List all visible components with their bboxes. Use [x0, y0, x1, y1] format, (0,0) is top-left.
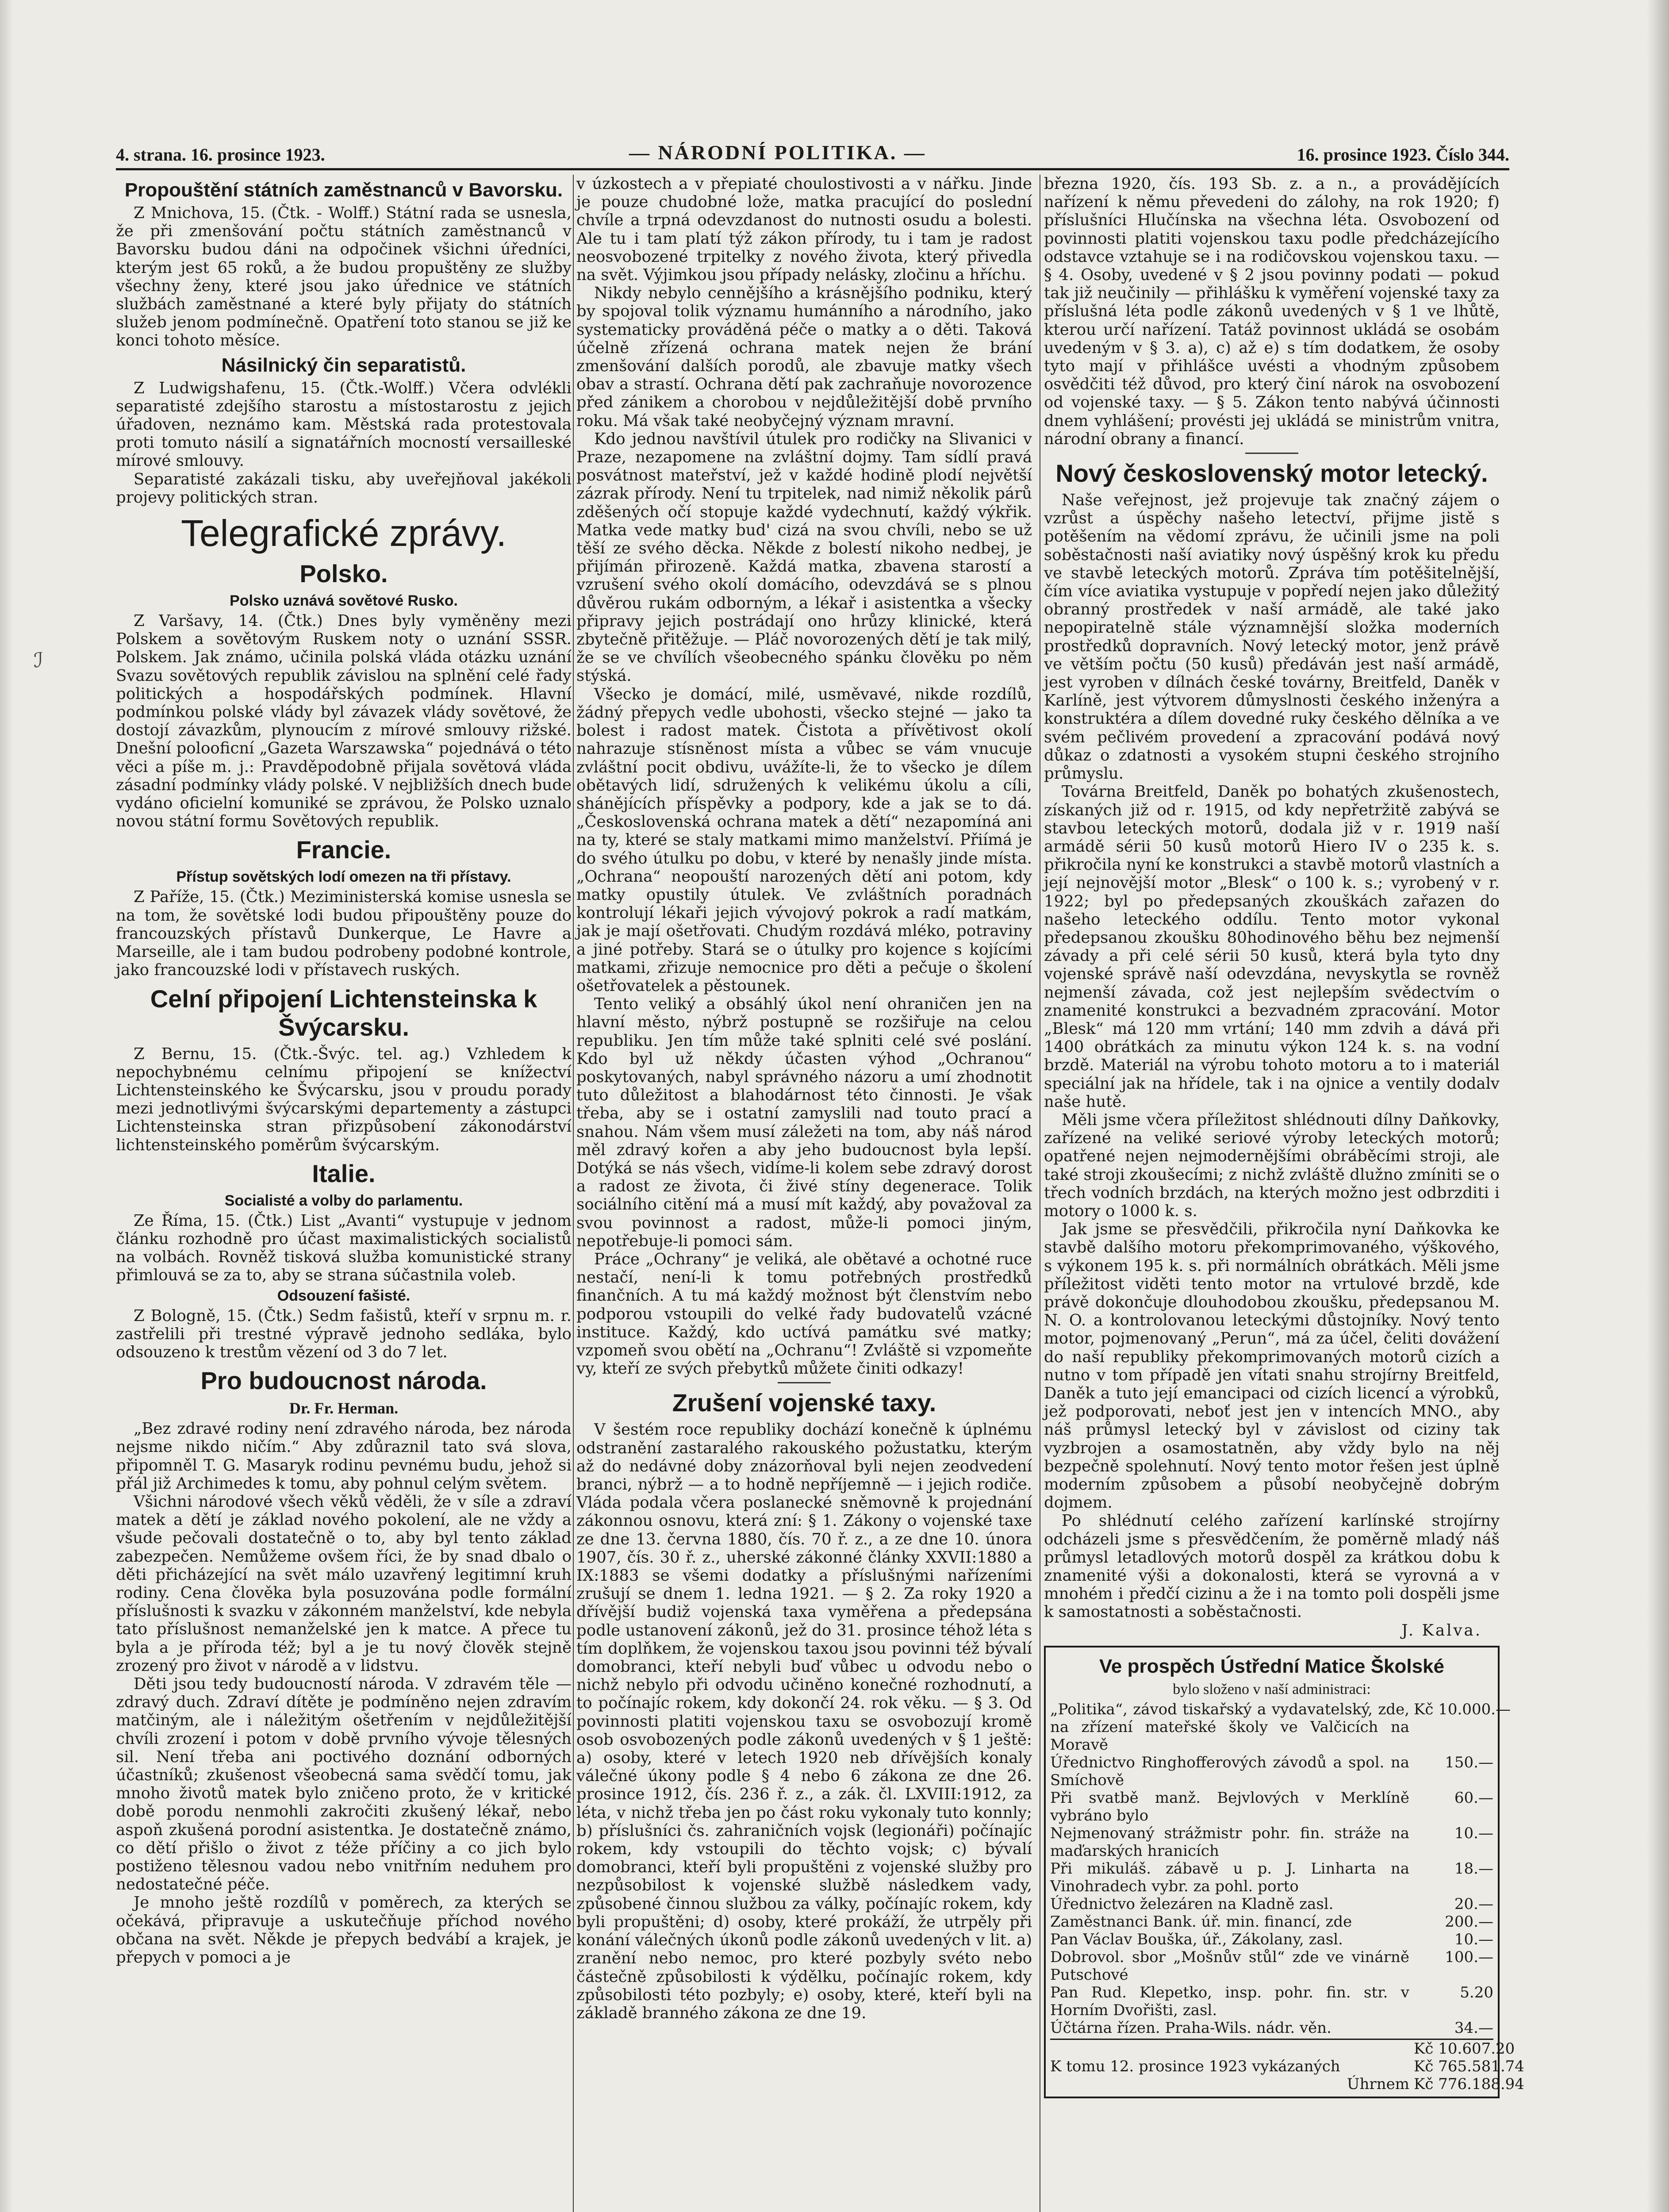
- column-3: [1044, 175, 1524, 2212]
- donation-row: [1050, 1913, 1493, 1931]
- donation-row: [1050, 2019, 1493, 2037]
- donation-amount: 60.—: [1454, 1789, 1493, 1807]
- page-number-date: 4. strana. 16. prosince 1923.: [116, 145, 325, 165]
- article-text: Všichni národové všech věků věděli, že v síle a zdraví matek a dětí je základ nového pokolení, ale ne vždy a všude pečovali dostatečně o to, aby byl tento základ zabezpečen. Nemůžeme ovšem říci, že by snad dbalo o děti přicházející na svět málo uzavřený legitimní kruh rodiny. Cena člověka byla posuzována podle formální příslušnosti k svazku v zákonném manželství, kde nebyla tato příslušnost nemanželské jen k matce. A přece tu byla a je příroda též; byl a je tu nový člověk stejně zrozený pro život v národě a v lidstvu.: [116, 1492, 572, 1675]
- article-title: Násilnický čin separatistů.: [221, 354, 466, 376]
- article-text: Z Bologně, 15. (Čtk.) Sedm fašistů, kteří v srpnu m. r. zastřelili při trestné výpravě jednoho sedláka, bylo odsouzeno k trestům vězení od 3 do 7 let.: [116, 1306, 572, 1361]
- article-text: Z Mnichova, 15. (Čtk. - Wolff.) Státní rada se usnesla, že při zmenšování počtu státních zaměstnanců v Bavorsku budou dáni na odpočinek všichni úředníci, kterým jest 65 roků, a že budou propuštěny ze služby všechny ženy, které jsou jako úřednice ve státních službách zaměstnané a které byly přijaty do státních služeb jenom podmínečně. Opatření toto stanou se již ke konci tohoto měsíce.: [116, 204, 572, 350]
- donation-amount: 10.—: [1454, 1930, 1493, 1948]
- separator: [778, 1382, 831, 1383]
- country-heading: Italie.: [312, 1159, 376, 1187]
- donations-subtotal: Kč 10.607.20: [1414, 2039, 1515, 2058]
- article-text: Po shlédnutí celého zařízení karlínské strojírny odcházeli jsme s přesvědčením, že poměrně mladý náš průmysl letadlových motorů dospěl za krátkou dobu k znamenité výši a dokonalosti, která se vyrovná a v mnohém i předčí cizinu a že i na tomto poli dospěli jsme k samostatnosti a soběstačnosti.: [1044, 1512, 1500, 1621]
- donor-name: Při mikuláš. zábavě u p. J. Linharta na Vinohradech vybr. za pohl. porto: [1050, 1859, 1409, 1895]
- donor-name: Úřednictvo železáren na Kladně zasl.: [1050, 1895, 1334, 1913]
- donation-amount: 34.—: [1454, 2019, 1493, 2037]
- previous-label: K tomu 12. prosince 1923 vykázaných: [1050, 2057, 1340, 2075]
- article-title: Propouštění státních zaměstnanců v Bavorsku.: [124, 179, 563, 201]
- article-text: Z Paříže, 15. (Čtk.) Meziministerská komise usnesla se na tom, že sovětské lodi budou připouštěny pouze do francouzských přístavů Dunkerque, Le Havre a Marseille, ale i tam budou podrobeny podobné kontrole, jako francouzské lodi v přístavech ruských.: [116, 888, 572, 979]
- total-amount: Kč 776.188.94: [1414, 2075, 1524, 2093]
- country-heading: Francie.: [296, 836, 391, 864]
- article-text: Je mnoho ještě rozdílů v poměrech, za kterých se očekává, připravuje a uskutečňuje příchod nového občana na svět. Někde je přepych bedvábí a krajek, je přepych v pomoci a je: [116, 1893, 572, 1967]
- article-text: Z Varšavy, 14. (Čtk.) Dnes byly vyměněny mezi Polskem a sovětovým Ruskem noty o uznání SSSR. Polskem. Jak známo, učinila polská vláda otázku uznání Svazu sovětových republik závislou na splnění celé řady politických a hospodářských podmínek. Hlavní podmínkou polské vlády byl závazek vlády sovětové, že dostojí závazkům, plynoucím z mírové smlouvy rižské. Dnešní polooficní „Gazeta Warszawska“ pojednává o této věci a píše m. j.: Pravděpodobně přijala sovětová vláda zásadní podmínky vlády polské. V nejbližších dnech bude vydáno oficielní komuniké se zprávou, že Polsko uznalo novou státní formu Sovětových republik.: [116, 612, 572, 831]
- issue-number: 16. prosince 1923. Číslo 344.: [1297, 145, 1509, 165]
- scan-pencil-mark: ℐ: [34, 648, 43, 672]
- donation-amount: 10.—: [1454, 1824, 1493, 1842]
- article-subtitle: Přístup sovětských lodí omezen na tři přístavy.: [176, 868, 511, 886]
- article-text: Nikdy nebylo cennějšího a krásnějšího podniku, který by spojoval tolik významu humánního a národního, jako systematicky prováděná péče o matky a o děti. Taková účelně zřízená ochrana matek nejen že brání zmenšování dalších porodů, ale zbavuje matky všech obav a strastí. Ochrana dětí pak zachraňuje novorozence před zánikem a chorobou v nejdůležitější době prvního roku. Má však také neobyčejný význam mravní.: [576, 284, 1032, 430]
- donations-subtotal-row: [1050, 2039, 1515, 2058]
- donation-amount: 150.—: [1445, 1753, 1493, 1771]
- donation-amount: 200.—: [1445, 1912, 1493, 1931]
- donor-name: Úřednictvo Ringhofferových závodů a spol. na Smíchově: [1050, 1753, 1409, 1789]
- article-text: Jak jsme se přesvědčili, přikročila nyní Daňkovka ke stavbě dalšího motoru překomprimovaného, výškového, s výkonem 195 k. s. při normálních obrátkách. Měli jsme příležitost viděti tento motor na vrtulové brzdě, kde právě dokončuje dlouhodobou zkoušku, předepsanou M. N. O. a kontrolovanou leteckými důstojníky. Nový tento motor, pojmenovaný „Perun“, má za účel, čeliti dovážení do naší republiky překomprimovaných motorů cizích a nutno v tom případě jen vítati snahu strojírny Breitfeld, Daněk a tuto její emancipaci od cizích licencí a výrobků, jež podporovati, neboť jest jen v intencích MNO., aby náš průmysl letecký byl v závislost od ciziny tak vyzbrojen a osamostatněn, aby vždy bylo na něj bezpečně spolehnutí. Nový tento motor řešen jest úplně moderním způsobem a působí neobyčejně dobrým dojmem.: [1044, 1220, 1500, 1512]
- article-text: v úzkostech a v přepiaté choulostivosti a v nářku. Jinde je pouze chudobné lože, matka pracující do poslední chvíle a trpná odevzdanost do nutnosti osudu a bolesti. Ale tu i tam platí týž zákon přírody, tu i tam je radost neosvobozené trpitelky z nového života, který přivedla na svět. Výjimkou jsou případy nelásky, zločinu a hříchu.: [576, 175, 1032, 284]
- donor-name: Při svatbě manž. Bejvlových v Merklíně vybráno bylo: [1050, 1789, 1409, 1824]
- donations-subtitle: bylo složeno v naší administraci:: [1173, 1681, 1371, 1697]
- donation-row: [1050, 1948, 1493, 1984]
- donation-row: [1050, 1895, 1493, 1913]
- donor-name: Dobrovol. sbor „Mošnův stůl“ zde ve vinárně Putschové: [1050, 1948, 1409, 1984]
- donation-row: [1050, 1984, 1493, 2019]
- section-title: Telegrafické zprávy.: [180, 512, 507, 554]
- article-text: Ze Říma, 15. (Čtk.) List „Avanti“ vystupuje v jednom článku rozhodně pro účast maximalistických socialistů na volbách. Rovněž tisková služba komunistické strany přimlouvá se za to, aby se strana súčastnila voleb.: [116, 1211, 572, 1285]
- donor-name: Pan Václav Bouška, úř., Zákolany, zasl.: [1050, 1930, 1343, 1948]
- article-text: Všecko je domácí, milé, usměvavé, nikde rozdílů, žádný přepych vedle ubohosti, všecko stejné — jako ta bolest i radost matek. Čistota a přívětivost okolí nahrazuje stísněnost místa a vůbec se vám vnucuje zvláštní pocit obdivu, uvážíte-li, že to všecko je dílem obětavých lidí, sdružených k velikému úkolu a cíli, shánějících příspěvky a podpory, kde a jak se to dá. „Československá ochrana matek a dětí“ nezapomíná ani na ty, které se staly matkami mimo manželství. Přiímá je do svého útulku po dobu, v které by nenašly jinde místa. „Ochrana“ neopouští narozených dětí ani potom, kdy matky opustily útulek. Ve zvláštních poradnách kontrolují lékaři jejich vývojový pokrok a radí matkám, jak je mají ošetřovati. Chudým rozdává mléko, potraviny a jiné potřeby. Stará se o útulky pro kojence s kojícími matkami, zřizuje nemocnice pro děti a pečuje o školení ošetřovatelek a pěstounek.: [576, 685, 1032, 995]
- article-text: V šestém roce republiky dochází konečně k úplnému odstranění zastaralého rakouského požustatku, kterým až do nedávné doby znázorňoval byli nejen zeodvedení branci, nýbrž — a to hodně nepříjemně — i jejich rodiče. Vláda podala včera poslanecké sněmovně k projednání zákonnou osnovu, která zní: § 1. Zákony o vojenské taxe ze dne 13. června 1880, čís. 70 ř. z., a ze dne 10. února 1907, čís. 30 ř. z., uherské zákonné články XXVII:1880 a IX:1883 se všemi dodatky a příslušnými nařízeními zrušují se dnem 1. ledna 1921. — § 2. Za roky 1920 a dřívější budiž vojenská taxa vyměřena a předepsána podle ustanovení zákonů, jež do 31. prosince téhož léta s tím doplňkem, že vojenskou taxou jsou povinni též bývalí domobranci, kteří nebyli buď vůbec u odvodu nebo o nichž nebylo při odvodu učiněno konečné rozhodnutí, a to počínajíc rokem, kdy dokončí 24. rok věku. — § 3. Od povinnosti platiti vojenskou taxu se osvobozují kromě osob osvobozených podle zákonů uvedených v § 1 ještě: a) osoby, které v letech 1920 neb dřívějších konaly válečné úkony podle § 4 nebo 6 zákona ze dne 26. prosince 1912, čís. 236 ř. z., a zák. čl. LXVIII:1912, za léta, v nichž třeba jen po část roku vykonaly tuto konnly; b) příslušníci čs. zahraničních vojsk (legionáři) počínajíc rokem, kdy vstoupili do těchto vojsk; c) bývalí domobranci, kteří byli propuštěni z vojenské služby pro nezpůsobilost k vojenské službě následkem vady, způsobené činnou službou za války, počínajíc rokem, kdy byli propuštěni; d) osoby, které prokáží, že utrpěly při konání válečných úkonů podle zákonů uvedených v lit. a) zranění nebo nemoc, pro které pozbyly svéto nebo částečně způsobilosti k výdělku, počínajíc rokem, kdy způsobilosti této pozbyly; e) osoby, které, kteří byli na základě branného zákona ze dne 19.: [576, 1421, 1032, 2022]
- donation-row: [1050, 1754, 1493, 1789]
- article-title: Zrušení vojenské taxy.: [672, 1389, 936, 1417]
- donation-amount: 20.—: [1454, 1895, 1493, 1913]
- article-title: Nový československý motor letecký.: [1055, 459, 1488, 488]
- separator: [1245, 453, 1298, 454]
- donations-list: [1050, 1700, 1511, 2037]
- article-author: Dr. Fr. Herman.: [289, 1399, 399, 1417]
- total-label: Úhrnem: [1347, 2075, 1409, 2093]
- donation-row: [1050, 1700, 1511, 1754]
- donations-title: Ve prospěch Ústřední Matice Školské: [1099, 1655, 1445, 1677]
- donations-total-row: [1050, 2075, 1524, 2093]
- country-heading: Polsko.: [299, 560, 388, 588]
- header-rule: [116, 168, 1509, 170]
- donation-row: [1050, 1931, 1493, 1948]
- donor-name: Zaměstnanci Bank. úř. min. financí, zde: [1050, 1912, 1352, 1931]
- donor-name: „Politika“, závod tiskařský a vydavatelský, zde, na zřízení mateřské školy ve Valčicích na Moravě: [1050, 1700, 1409, 1754]
- article-text: Měli jsme včera příležitost shlédnouti dílny Daňkovky, zařízené na veliké seriové výroby leteckých motorů; opatřené nejen nejmodernějšími obráběcími stroji, ale také stroji zkoušecími; z nichž zvláště dlužno zmíniti se o třech vodních brzdách, na kterých možno jest odbrzditi i motory o 1000 k. s.: [1044, 1110, 1500, 1220]
- donor-name: Pan Rud. Klepetko, insp. pohr. fin. str. v Horním Dvořišti, zasl.: [1050, 1983, 1409, 2019]
- article-signature: J. Kalva.: [1401, 1621, 1482, 1640]
- column-divider: [573, 175, 574, 2212]
- country-heading: Celní připojení Lichtensteinska k Švýcarsku.: [150, 984, 537, 1041]
- column-2: [576, 175, 1032, 2212]
- article-text: Kdo jednou navštívil útulek pro rodičky na Slivanici v Praze, nezapomene na zvláštní dojmy. Tam sídlí pravá posvátnost mateřství, jež v každé hodině plodí největší zázrak přírody. Není tu trpitelek, nad nimiž několik párů zděšených očí stopuje každé vydechnutí, každý výkřik. Matka vede matky bud' cizá na svou chvíli, nebo se už těší ze svého děcka. Někde z bolestí nikoho nedbej, je přijímán přirozeně. Každá matka, zbavena starostí a vzrušení svého okolí domácího, odevzdává se s plnou důvěrou rukám odborným, a lékař i asistentka a všecky připravy jejich postrádají ono hrůzy klinické, která zbytečně přitěžuje. — Pláč novorozených dětí je tak milý, že se ve chvílích všeobecného spánku člověku po něm stýská.: [576, 430, 1032, 685]
- article-text: Děti jsou tedy budoucností národa. V zdravém těle — zdravý duch. Zdraví dítěte je podmíněno nejen zdravím matčiným, ale i náležitým ošetřením v nejdůležitější chvíli zrození i potom v době prvního vývoje tělesných sil. Není třeba ani poctivého doznání odborných účastníků; zkušenost všeobecná sama svědčí tomu, jak mnoho životů matek bylo zničeno proto, že v kritické době porodu nenmohli zakročiti zkušený lékař, nebo aspoň zkušená porodní asistentka. Je dostatečně známo, co dětí přišlo o život z téže příčiny a co jich bylo postiženo tělesnou vadou nebo vnitřním neduhem pro nedostatečné péče.: [116, 1674, 572, 1894]
- article-subtitle: Odsouzení fašisté.: [277, 1287, 411, 1304]
- article-text: Továrna Breitfeld, Daněk po bohatých zkušenostech, získaných již od r. 1915, od kdy nepřetržitě zabývá se stavbou leteckých motorů, dodala již v r. 1919 naší armádě sérii 50 kusů motorů Hiero IV o 235 k. s. přikročila nyní ke konstrukci a stavbě motorů vlastních a její nejnovější motor „Blesk“ o 100 k. s.; vyrobený v r. 1922; byl po předepsaných zkouškách zařazen do našeho leteckého oddílu. Tento motor vykonal předepsanou zkoušku 80hodinového běhu bez nejmenší závady a při celé sérii 50 kusů, která byla tyto dny vojenské správě naší odevzdána, nevyskytla se rovněž nejmenší závada, což jest nejlepším svědectvím o znamenité konstrukci a bezvadném zpracování. Motor „Blesk“ má 120 mm vrtání; 140 mm zdvih a dává při 1400 obrátkách za minutu výkon 124 k. s. na vodní brzdě. Materiál na výrobu tohoto motoru a to i materiál speciální jak na hřídele, tak i na ojnice a ventily dodalv naše hutě.: [1044, 783, 1500, 1111]
- article-text: Z Ludwigshafenu, 15. (Čtk.-Wolff.) Včera odvlékli separatisté zdejšího starostu a místostarostu z jejich úřadoven, neznámo kam. Městská rada protestovala proti tomuto násilí a signatářních mocností versailleské mírové smlouvy.: [116, 379, 572, 470]
- donation-amount: 5.20: [1460, 1983, 1493, 2001]
- article-text: Naše veřejnost, jež projevuje tak značný zájem o vzrůst a úspěchy našeho letectví, přijme jistě s potěšením na vědomí zprávu, že učinili jsme na poli soběstačnosti naší aviatiky nový úspěšný krok ku předu ve stavbě leteckých motorů. Zpráva tím potěšitelnější, čím více aviatika vystupuje v popředí nejen jako důležitý obranný prostředek v naší armádě, ale také jako nepopiratelně stále významnější složka moderních prostředků dopravních. Nový letecký motor, jenž právě ve větším počtu (50 kusů) předáván jest naší armádě, jest vyroben v dílnách české továrny, Breitfeld, Daněk v Karlíně, jest výtvorem důmyslnosti českého inženýra a konstruktéra a dílem dovedné ruky českého dělníka a ve svém pečlivém provedení a zpracování podává nový důkaz o zdatnosti a vysokém stupni českého strojního průmyslu.: [1044, 491, 1500, 783]
- donation-row: [1050, 1789, 1493, 1824]
- donations-previous-row: [1050, 2057, 1524, 2075]
- article-text: Z Bernu, 15. (Čtk.-Švýc. tel. ag.) Vzhledem k nepochybnému celnímu připojení se knížectví Lichtensteinského ke Švýcarsku, jsou v proudu porady mezi jednotlivými švýcarskými departementy a zástupci Lichtensteinska stran přizpůsobení zákonodárství lichtensteinského poměrům švýcarským.: [116, 1045, 572, 1154]
- donation-amount: 18.—: [1454, 1859, 1493, 1878]
- scan-edge-left: [0, 0, 13, 2212]
- page-header: [116, 141, 1509, 167]
- article-text: Práce „Ochrany“ je veliká, ale obětavé a ochotné ruce nestačí, není-li k tomu potřebných prostředků finančních. A tu má každý možnost být členstvím nebo podporou vstoupili do velké řady budovatelů vzácné instituce. Každý, kdo uctívá památku své matky; vzpomeň svou obětí na „Ochranu“! Zvláště si vzpomeňte vy, kteří ze svých přebytků můžete činiti odkazy!: [576, 1250, 1032, 1378]
- donation-row: [1050, 1860, 1493, 1895]
- article-title: Pro budoucnost národa.: [200, 1367, 487, 1395]
- article-text: března 1920, čís. 193 Sb. z. a n., a provádějících nařízení k němu převedeni do zálohy, na rok 1920; f) příslušníci Hlučínska na všechna léta. Osvobození od povinnosti platiti vojenskou taxu podle předcházejícího odstavce vztahuje se i na rodičovskou vojenskou taxu. — § 4. Osoby, uvedené v § 2 jsou povinny podati — pokud tak již neučinily — přihlášku k vyměření vojenské taxy za příslušná léta podle zákonů uvedených v § 1 ve lhůtě, kterou určí nařízení. Tatáž povinnost ukládá se osobám uvedeným v § 3. a), c) až e) s tím dodatkem, že osoby tyto mají v přihlášce uvésti a vhodným způsobem osvědčiti též důvod, pro který činí nárok na osvobození od vojenské taxy. — § 5. Zákon tento nabývá účinnosti dnem vyhlášení; provésti jej ukládá se ministrům vnitra, národní obrany a financí.: [1044, 175, 1500, 448]
- scan-edge-right: [1647, 0, 1669, 2212]
- newspaper-title: — NÁRODNÍ POLITIKA. —: [629, 141, 926, 164]
- article-text: „Bez zdravé rodiny není zdravého národa, bez národa nejsme nikdo ničím.“ Aby zdůraznil tato svá slova, připomněl T. G. Masaryk rodinu pevnému budu, jehož si přál již Archimedes k tomu, aby pohnul celým světem.: [116, 1420, 572, 1493]
- donation-amount: 100.—: [1445, 1948, 1493, 1966]
- donations-box: [1044, 1646, 1524, 2098]
- previous-amount: Kč 765.581.74: [1414, 2057, 1524, 2075]
- article-text: Separatisté zakázali tisku, aby uveřejňoval jakékoli projevy politických stran.: [116, 470, 572, 507]
- donor-name: Nejmenovaný strážmistr pohr. fin. stráže na maďarských hranicích: [1050, 1824, 1409, 1860]
- donor-name: Účtárna řízen. Praha-Wils. nádr. věn.: [1050, 2019, 1331, 2037]
- donation-row: [1050, 1824, 1493, 1860]
- column-1: [116, 175, 572, 2212]
- article-subtitle: Polsko uznává sovětové Rusko.: [230, 592, 458, 610]
- article-subtitle: Socialisté a volby do parlamentu.: [224, 1192, 463, 1209]
- donation-amount: Kč 10.000.—: [1414, 1700, 1511, 1718]
- article-text: Tento veliký a obsáhlý úkol není ohraničen jen na hlavní město, nýbrž postupně se rozšiřuje na celou republiku. Jen tím může také splniti celé své poslání. Kdo byl už někdy účasten výhod „Ochranou“ poskytovaných, nabyl správného názoru a umí zhodnotit tuto důležitost a blahodárnost této činnosti. Je však třeba, aby se i ostatní zamyslili nad touto prací a snahou. Nám všem musí záležeti na tom, aby náš národ měl zdravý kořen a aby jeho budoucnost byla lepší. Dotýká se nás všech, vidíme-li kolem sebe zdravý dorost a radost ze života, či živé stíny degenerace. Tolik sociálního citění má a musí mít každý, aby považoval za svou povinnost a radost, může-li pomoci jiným, nepotřebuje-li pomoci sám.: [576, 995, 1032, 1250]
